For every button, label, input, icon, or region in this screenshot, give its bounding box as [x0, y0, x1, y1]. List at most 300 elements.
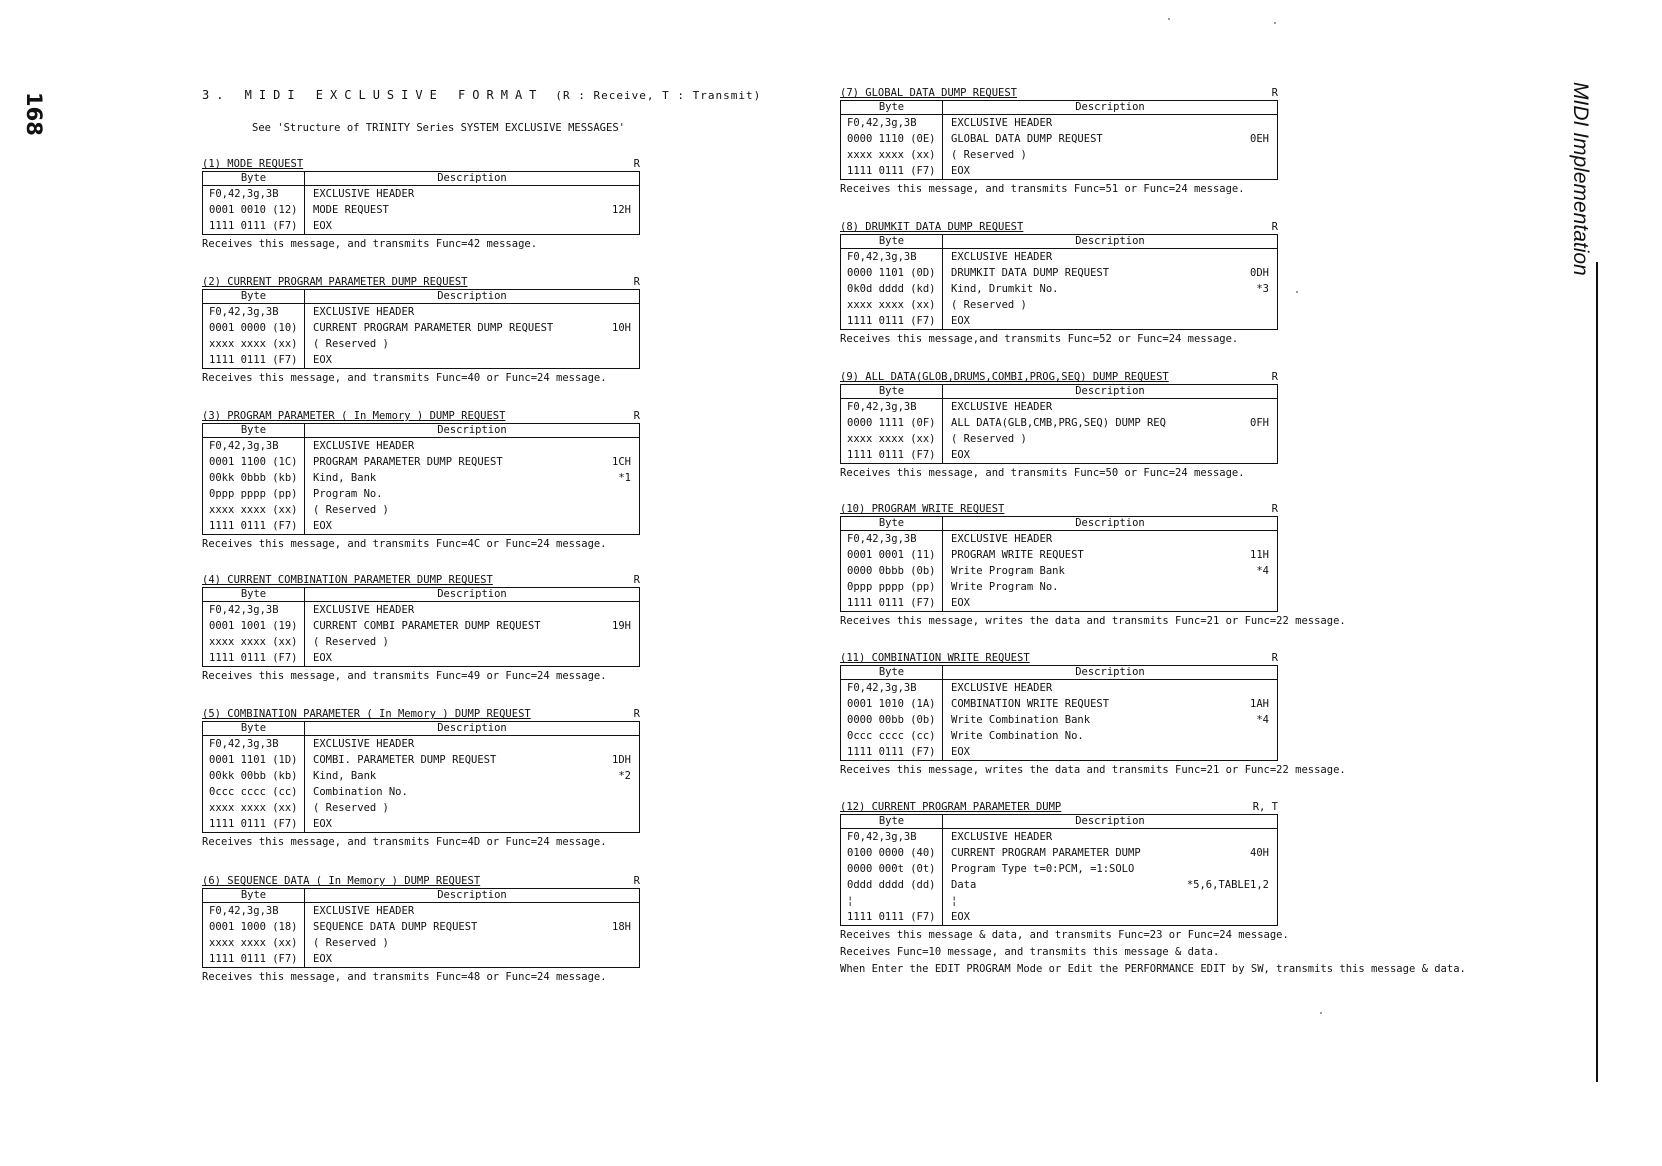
table-row [841, 861, 1278, 877]
section-title [840, 220, 1278, 234]
table-row [203, 454, 640, 470]
table-row [841, 531, 1278, 548]
table-row [841, 431, 1278, 447]
section-flag: R [633, 276, 640, 288]
column-description: Description [305, 889, 640, 903]
section-title-text: (11) COMBINATION WRITE REQUEST [840, 652, 1030, 664]
sysex-table [202, 289, 640, 369]
description-cell [943, 563, 1278, 579]
section-12 [840, 800, 1466, 977]
description-text: ( Reserved ) [951, 433, 1027, 445]
table-row [841, 265, 1278, 281]
description-value: *5,6,TABLE1,2 [1186, 879, 1269, 891]
page-number: 168 [22, 92, 46, 136]
table-header [841, 666, 1278, 680]
description-cell [943, 861, 1278, 877]
table-row [203, 304, 640, 321]
description-value: *3 [1256, 283, 1269, 295]
column-description: Description [943, 101, 1278, 115]
description-cell [305, 304, 640, 321]
table-row [203, 903, 640, 920]
description-text: EOX [951, 449, 970, 461]
sysex-table [840, 234, 1278, 330]
section-note: Receives this message, and transmits Func=48 or Func=24 message. [202, 971, 607, 983]
description-cell [943, 728, 1278, 744]
section-note: Receives this message, and transmits Func=49 or Func=24 message. [202, 670, 607, 682]
table-header [841, 385, 1278, 399]
description-text: Kind, Bank [313, 472, 377, 484]
description-cell [943, 297, 1278, 313]
table-row [203, 951, 640, 968]
table-row [841, 297, 1278, 313]
byte-cell: xxxx xxxx (xx) [203, 935, 305, 951]
description-cell [305, 800, 640, 816]
section-title-text: (6) SEQUENCE DATA ( In Memory ) DUMP REQUEST [202, 875, 481, 887]
description-text: Data [951, 879, 977, 891]
column-byte: Byte [841, 385, 943, 399]
description-text: Kind, Drumkit No. [951, 283, 1059, 295]
description-text: EXCLUSIVE HEADER [951, 533, 1053, 545]
description-cell [305, 618, 640, 634]
table-row [203, 768, 640, 784]
description-text: EXCLUSIVE HEADER [313, 905, 415, 917]
byte-cell: 0001 0000 (10) [203, 320, 305, 336]
description-cell [305, 470, 640, 486]
byte-cell: 1111 0111 (F7) [203, 816, 305, 833]
table-row [203, 518, 640, 535]
byte-cell: 1111 0111 (F7) [203, 352, 305, 369]
section-title [840, 800, 1278, 814]
byte-cell: F0,42,3g,3B [203, 736, 305, 753]
description-text: EOX [313, 520, 332, 532]
byte-cell: ¦ [841, 893, 943, 909]
byte-cell: 1111 0111 (F7) [841, 447, 943, 464]
byte-cell: 0100 0000 (40) [841, 845, 943, 861]
table-row [203, 502, 640, 518]
table-header [841, 235, 1278, 249]
description-cell [943, 547, 1278, 563]
column-description: Description [305, 172, 640, 186]
description-cell [305, 518, 640, 535]
section-title-text: (8) DRUMKIT DATA DUMP REQUEST [840, 221, 1024, 233]
table-header [841, 517, 1278, 531]
byte-cell: 0ppp pppp (pp) [203, 486, 305, 502]
side-title: MIDI Implementation [1569, 82, 1592, 276]
table-row [841, 712, 1278, 728]
description-text: COMBI. PARAMETER DUMP REQUEST [313, 754, 497, 766]
description-text: Program No. [313, 488, 383, 500]
section-6 [202, 874, 640, 985]
byte-cell: F0,42,3g,3B [203, 186, 305, 203]
description-value: 1DH [612, 754, 631, 766]
description-value: *2 [618, 770, 631, 782]
section-note: Receives Func=10 message, and transmits this message & data. [840, 946, 1220, 958]
table-header [203, 722, 640, 736]
byte-cell: 1111 0111 (F7) [203, 951, 305, 968]
table-row [841, 595, 1278, 612]
section-flag: R [1271, 87, 1278, 99]
description-text: Write Program Bank [951, 565, 1065, 577]
byte-cell: xxxx xxxx (xx) [203, 502, 305, 518]
section-title [202, 157, 640, 171]
section-flag: R [633, 158, 640, 170]
byte-cell: F0,42,3g,3B [841, 399, 943, 416]
description-text: EOX [313, 818, 332, 830]
byte-cell: xxxx xxxx (xx) [203, 800, 305, 816]
byte-cell: 1111 0111 (F7) [841, 909, 943, 926]
table-row [203, 816, 640, 833]
description-text: Write Program No. [951, 581, 1059, 593]
description-value: *1 [618, 472, 631, 484]
description-cell [305, 634, 640, 650]
table-row [203, 186, 640, 203]
byte-cell: 1111 0111 (F7) [841, 163, 943, 180]
byte-cell: 0k0d dddd (kd) [841, 281, 943, 297]
byte-cell: F0,42,3g,3B [841, 115, 943, 132]
section-note: Receives this message, and transmits Func=4D or Func=24 message. [202, 836, 607, 848]
description-value: 19H [612, 620, 631, 632]
column-byte: Byte [841, 666, 943, 680]
table-row [841, 399, 1278, 416]
byte-cell: F0,42,3g,3B [841, 680, 943, 697]
description-cell [305, 502, 640, 518]
byte-cell: xxxx xxxx (xx) [203, 634, 305, 650]
description-text: EXCLUSIVE HEADER [313, 604, 415, 616]
description-cell [305, 919, 640, 935]
description-value: 0FH [1250, 417, 1269, 429]
byte-cell: F0,42,3g,3B [841, 829, 943, 846]
section-title-text: (12) CURRENT PROGRAM PARAMETER DUMP [840, 801, 1062, 813]
description-cell [943, 431, 1278, 447]
description-text: COMBINATION WRITE REQUEST [951, 698, 1110, 710]
sysex-table [840, 665, 1278, 761]
sysex-table [202, 721, 640, 833]
description-text: ALL DATA(GLB,CMB,PRG,SEQ) DUMP REQ [951, 417, 1166, 429]
description-text: ( Reserved ) [951, 149, 1027, 161]
table-row [203, 800, 640, 816]
byte-cell: 0000 1111 (0F) [841, 415, 943, 431]
section-title [202, 707, 640, 721]
table-row [841, 415, 1278, 431]
description-value: *4 [1256, 565, 1269, 577]
description-text: EXCLUSIVE HEADER [313, 440, 415, 452]
side-rule [1596, 262, 1598, 1082]
table-row [203, 736, 640, 753]
description-value: 1AH [1250, 698, 1269, 710]
description-cell [305, 935, 640, 951]
description-value: 0EH [1250, 133, 1269, 145]
table-row [841, 744, 1278, 761]
table-row [841, 909, 1278, 926]
table-row [203, 320, 640, 336]
byte-cell: 0ccc cccc (cc) [841, 728, 943, 744]
section-title-text: (10) PROGRAM WRITE REQUEST [840, 503, 1005, 515]
table-row [203, 470, 640, 486]
description-text: EXCLUSIVE HEADER [951, 117, 1053, 129]
table-row [203, 602, 640, 619]
column-byte: Byte [203, 889, 305, 903]
byte-cell: F0,42,3g,3B [203, 304, 305, 321]
description-cell [943, 845, 1278, 861]
description-cell [943, 281, 1278, 297]
description-text: SEQUENCE DATA DUMP REQUEST [313, 921, 478, 933]
byte-cell: 0000 0bbb (0b) [841, 563, 943, 579]
description-text: Write Combination No. [951, 730, 1084, 742]
column-byte: Byte [203, 290, 305, 304]
section-title-text: (9) ALL DATA(GLOB,DRUMS,COMBI,PROG,SEQ) DUMP REQUEST [840, 371, 1169, 383]
section-title [202, 409, 640, 423]
sysex-table [202, 587, 640, 667]
byte-cell: 00kk 0bbb (kb) [203, 470, 305, 486]
description-text: EOX [951, 746, 970, 758]
description-value: 18H [612, 921, 631, 933]
byte-cell: 0000 1101 (0D) [841, 265, 943, 281]
byte-cell: xxxx xxxx (xx) [841, 431, 943, 447]
table-header [203, 424, 640, 438]
description-cell [943, 415, 1278, 431]
table-row [203, 202, 640, 218]
description-cell [943, 893, 1278, 909]
sysex-table [840, 384, 1278, 464]
table-row [203, 336, 640, 352]
section-note: Receives this message, and transmits Func=4C or Func=24 message. [202, 538, 607, 550]
description-cell [305, 768, 640, 784]
section-note: Receives this message, and transmits Func=42 message. [202, 238, 538, 250]
section-flag: R [633, 574, 640, 586]
byte-cell: 0000 00bb (0b) [841, 712, 943, 728]
description-text: PROGRAM WRITE REQUEST [951, 549, 1084, 561]
description-cell [943, 829, 1278, 846]
description-cell [943, 131, 1278, 147]
description-text: ( Reserved ) [951, 299, 1027, 311]
table-row [841, 147, 1278, 163]
section-3 [202, 409, 640, 552]
column-byte: Byte [203, 722, 305, 736]
description-cell [943, 115, 1278, 132]
table-row [841, 728, 1278, 744]
description-cell [943, 531, 1278, 548]
byte-cell: 0ccc cccc (cc) [203, 784, 305, 800]
byte-cell: 0000 000t (0t) [841, 861, 943, 877]
section-title-text: (4) CURRENT COMBINATION PARAMETER DUMP REQUEST [202, 574, 493, 586]
section-title [202, 573, 640, 587]
table-row [841, 163, 1278, 180]
table-row [841, 115, 1278, 132]
scan-speck [1274, 22, 1276, 24]
byte-cell: 0001 0001 (11) [841, 547, 943, 563]
byte-cell: 0ppp pppp (pp) [841, 579, 943, 595]
description-text: EXCLUSIVE HEADER [951, 682, 1053, 694]
section-5 [202, 707, 640, 850]
section-title-text: (5) COMBINATION PARAMETER ( In Memory ) DUMP REQUEST [202, 708, 531, 720]
section-flag: R [633, 410, 640, 422]
description-text: EOX [951, 911, 970, 923]
table-row [203, 352, 640, 369]
scan-speck [1320, 1012, 1322, 1014]
description-cell [943, 595, 1278, 612]
description-cell [943, 147, 1278, 163]
description-text: ( Reserved ) [313, 504, 389, 516]
table-row [841, 680, 1278, 697]
description-cell [943, 579, 1278, 595]
description-cell [305, 320, 640, 336]
byte-cell: xxxx xxxx (xx) [841, 147, 943, 163]
table-row [841, 313, 1278, 330]
section-1 [202, 157, 640, 252]
column-description: Description [943, 235, 1278, 249]
description-cell [943, 712, 1278, 728]
description-text: EOX [313, 220, 332, 232]
scan-speck [1168, 18, 1170, 20]
byte-cell: 0001 0010 (12) [203, 202, 305, 218]
description-text: ( Reserved ) [313, 802, 389, 814]
description-cell [305, 486, 640, 502]
description-cell [305, 186, 640, 203]
table-row [203, 650, 640, 667]
section-flag: R [1271, 221, 1278, 233]
section-flag: R [1271, 503, 1278, 515]
column-byte: Byte [841, 101, 943, 115]
heading-legend: (R : Receive, T : Transmit) [555, 89, 762, 102]
section-note: Receives this message, and transmits Func=51 or Func=24 message. [840, 183, 1245, 195]
table-row [841, 249, 1278, 266]
table-row [203, 784, 640, 800]
section-title [840, 502, 1278, 516]
section-note: Receives this message,and transmits Func=52 or Func=24 message. [840, 333, 1239, 345]
section-title [840, 370, 1278, 384]
description-value: 0DH [1250, 267, 1269, 279]
byte-cell: 0001 1001 (19) [203, 618, 305, 634]
table-header [203, 889, 640, 903]
description-cell [305, 438, 640, 455]
column-description: Description [943, 666, 1278, 680]
description-text: Write Combination Bank [951, 714, 1091, 726]
sysex-table [840, 516, 1278, 612]
column-byte: Byte [841, 235, 943, 249]
byte-cell: 1111 0111 (F7) [203, 650, 305, 667]
section-11 [840, 651, 1346, 778]
section-flag: R [633, 875, 640, 887]
table-header [841, 101, 1278, 115]
description-value: 11H [1250, 549, 1269, 561]
column-byte: Byte [841, 517, 943, 531]
table-row [841, 281, 1278, 297]
section-8 [840, 220, 1278, 347]
description-cell [943, 447, 1278, 464]
table-row [841, 829, 1278, 846]
column-byte: Byte [203, 172, 305, 186]
description-text: EOX [313, 652, 332, 664]
description-cell [305, 903, 640, 920]
table-row [841, 547, 1278, 563]
section-4 [202, 573, 640, 684]
description-cell [305, 816, 640, 833]
table-row [203, 919, 640, 935]
byte-cell: 1111 0111 (F7) [841, 313, 943, 330]
column-byte: Byte [841, 815, 943, 829]
byte-cell: 0001 1101 (1D) [203, 752, 305, 768]
description-value: 12H [612, 204, 631, 216]
description-text: Kind, Bank [313, 770, 377, 782]
description-cell [943, 399, 1278, 416]
column-description: Description [305, 290, 640, 304]
byte-cell: 00kk 00bb (kb) [203, 768, 305, 784]
sysex-table [202, 171, 640, 235]
table-row [203, 935, 640, 951]
column-description: Description [305, 722, 640, 736]
section-flag: R [1271, 652, 1278, 664]
section-10 [840, 502, 1346, 629]
byte-cell: xxxx xxxx (xx) [841, 297, 943, 313]
byte-cell: F0,42,3g,3B [203, 602, 305, 619]
description-cell [943, 265, 1278, 281]
table-header [841, 815, 1278, 829]
description-cell [305, 202, 640, 218]
description-cell [305, 454, 640, 470]
byte-cell: 1111 0111 (F7) [203, 518, 305, 535]
section-2 [202, 275, 640, 386]
section-note: Receives this message & data, and transmits Func=23 or Func=24 message. [840, 929, 1289, 941]
column-description: Description [305, 424, 640, 438]
byte-cell: xxxx xxxx (xx) [203, 336, 305, 352]
description-text: EOX [313, 953, 332, 965]
section-title [202, 275, 640, 289]
byte-cell: 1111 0111 (F7) [841, 744, 943, 761]
description-text: ( Reserved ) [313, 937, 389, 949]
table-row [203, 634, 640, 650]
table-row [841, 131, 1278, 147]
byte-cell: F0,42,3g,3B [841, 531, 943, 548]
description-value: 1CH [612, 456, 631, 468]
description-text: ( Reserved ) [313, 636, 389, 648]
description-text: EXCLUSIVE HEADER [313, 738, 415, 750]
byte-cell: 1111 0111 (F7) [203, 218, 305, 235]
sysex-table [840, 100, 1278, 180]
section-flag: R, T [1252, 801, 1278, 813]
scan-speck [1296, 291, 1298, 293]
description-cell [305, 352, 640, 369]
description-text: EXCLUSIVE HEADER [951, 831, 1053, 843]
table-row [841, 563, 1278, 579]
table-row [841, 447, 1278, 464]
description-text: EXCLUSIVE HEADER [951, 401, 1053, 413]
description-cell [943, 744, 1278, 761]
description-text: CURRENT COMBI PARAMETER DUMP REQUEST [313, 620, 541, 632]
description-text: EXCLUSIVE HEADER [313, 188, 415, 200]
description-value: *4 [1256, 714, 1269, 726]
description-text: EOX [951, 597, 970, 609]
heading-see-reference: See 'Structure of TRINITY Series SYSTEM EXCLUSIVE MESSAGES' [252, 122, 625, 134]
description-text: Program Type t=0:PCM, =1:SOLO [951, 863, 1135, 875]
description-cell [943, 877, 1278, 893]
section-note: When Enter the EDIT PROGRAM Mode or Edit the PERFORMANCE EDIT by SW, transmits this message & data. [840, 963, 1466, 975]
description-text: PROGRAM PARAMETER DUMP REQUEST [313, 456, 503, 468]
column-description: Description [943, 385, 1278, 399]
description-text: EXCLUSIVE HEADER [951, 251, 1053, 263]
byte-cell: 0000 1110 (0E) [841, 131, 943, 147]
sysex-table [202, 888, 640, 968]
description-cell [305, 752, 640, 768]
section-9 [840, 370, 1278, 481]
description-cell [305, 650, 640, 667]
table-row [203, 218, 640, 235]
description-cell [943, 163, 1278, 180]
description-text: MODE REQUEST [313, 204, 389, 216]
description-cell [943, 249, 1278, 266]
byte-cell: 0001 1000 (18) [203, 919, 305, 935]
description-value: 40H [1250, 847, 1269, 859]
byte-cell: 0001 1100 (1C) [203, 454, 305, 470]
